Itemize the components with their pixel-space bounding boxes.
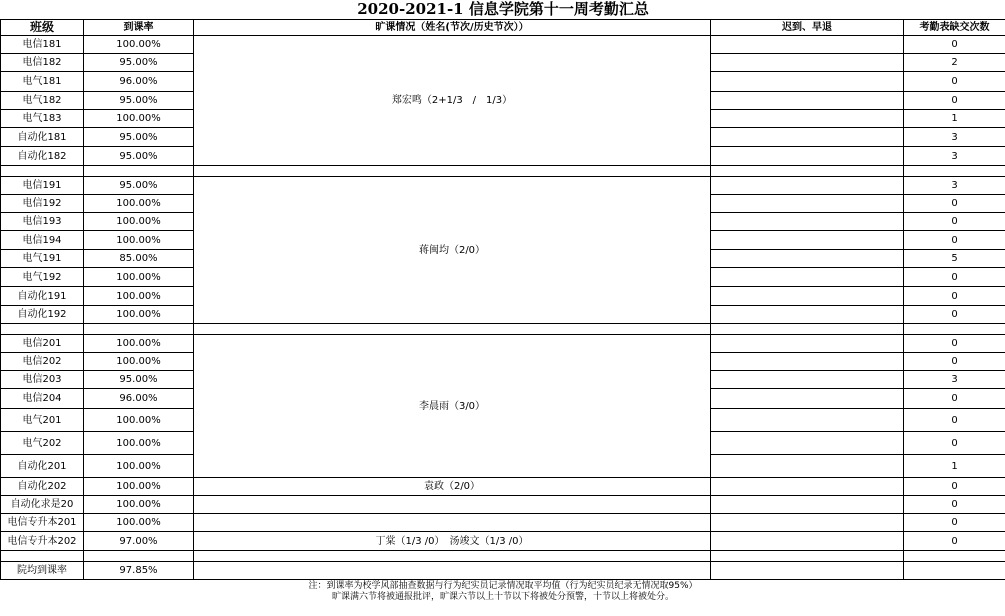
class-cell: 电气201 [1,409,84,432]
class-cell: 电信202 [1,353,84,371]
table-row [1,335,1005,353]
notes-row [1,580,1005,605]
absence-cell [194,514,711,532]
empty-cell [194,551,711,562]
rate-cell: 95.00% [84,54,194,72]
rate-cell: 95.00% [84,177,194,195]
empty-cell [84,166,194,177]
spacer-row [1,166,1005,177]
class-cell: 自动化201 [1,455,84,478]
class-cell: 电信181 [1,36,84,54]
late-cell [711,36,904,54]
count-cell: 3 [904,371,1005,389]
late-cell [711,478,904,496]
count-cell: 0 [904,306,1005,324]
notes-cell [1,580,1005,605]
count-cell: 0 [904,287,1005,306]
empty-cell [904,324,1005,335]
count-cell: 2 [904,54,1005,72]
count-cell: 3 [904,177,1005,195]
count-cell: 0 [904,496,1005,514]
table-row [1,478,1005,496]
table-row [1,532,1005,551]
absence-cell: 李晨雨（3/0） [194,335,711,478]
late-cell [711,455,904,478]
late-cell [711,389,904,409]
note-line: 注：到课率为校学风部抽查数据与行为纪实员记录情况取平均值（行为纪实员纪录无情况取95%） [308,581,698,591]
empty-cell [711,324,904,335]
class-cell: 电信193 [1,213,84,231]
header-class: 班级 [1,20,84,36]
rate-cell: 100.00% [84,195,194,213]
table-row [1,177,1005,195]
class-cell: 电信182 [1,54,84,72]
empty-cell [711,551,904,562]
rate-cell: 100.00% [84,268,194,287]
rate-cell: 100.00% [84,432,194,455]
rate-cell: 100.00% [84,409,194,432]
rate-cell: 100.00% [84,353,194,371]
class-cell: 电信192 [1,195,84,213]
count-cell: 0 [904,268,1005,287]
class-cell: 自动化191 [1,287,84,306]
class-cell: 自动化181 [1,128,84,147]
rate-cell: 100.00% [84,287,194,306]
late-cell [711,335,904,353]
rate-cell: 100.00% [84,478,194,496]
count-cell: 1 [904,110,1005,128]
late-cell [711,177,904,195]
late-cell [711,54,904,72]
late-cell [711,353,904,371]
rate-cell: 100.00% [84,335,194,353]
rate-cell: 96.00% [84,389,194,409]
count-cell: 0 [904,409,1005,432]
count-cell: 0 [904,213,1005,231]
empty-cell [1,324,84,335]
spacer-row [1,551,1005,562]
class-cell: 自动化192 [1,306,84,324]
absence-cell: 郑宏鸣（2+1/3 / 1/3） [194,36,711,166]
late-cell [711,92,904,110]
rate-cell: 95.00% [84,128,194,147]
class-cell: 电气181 [1,72,84,92]
late-cell [711,306,904,324]
empty-cell [904,166,1005,177]
late-cell [711,371,904,389]
count-cell: 0 [904,532,1005,551]
table-row [1,36,1005,54]
class-cell: 电气191 [1,250,84,268]
class-cell: 电气183 [1,110,84,128]
class-cell: 电信203 [1,371,84,389]
rate-cell: 100.00% [84,231,194,250]
rate-cell: 100.00% [84,110,194,128]
count-cell: 0 [904,92,1005,110]
count-cell: 1 [904,455,1005,478]
late-cell [711,231,904,250]
late-cell [711,72,904,92]
class-cell: 自动化求是20 [1,496,84,514]
count-cell: 0 [904,353,1005,371]
late-cell [711,250,904,268]
late-cell [711,268,904,287]
absence-cell [194,496,711,514]
empty-cell [194,324,711,335]
count-cell: 0 [904,389,1005,409]
rate-cell: 100.00% [84,213,194,231]
empty-cell [194,166,711,177]
empty-cell [194,562,711,580]
absence-cell: 蒋闽均（2/0） [194,177,711,324]
rate-cell: 100.00% [84,455,194,478]
late-cell [711,432,904,455]
count-cell: 0 [904,195,1005,213]
late-cell [711,496,904,514]
empty-cell [711,166,904,177]
table-row [1,514,1005,532]
empty-cell [84,324,194,335]
class-cell: 电信专升本201 [1,514,84,532]
count-cell: 3 [904,128,1005,147]
class-cell: 电气202 [1,432,84,455]
summary-rate: 97.85% [84,562,194,580]
late-cell [711,195,904,213]
late-cell [711,128,904,147]
rate-cell: 100.00% [84,36,194,54]
header-late: 迟到、早退 [711,20,904,36]
rate-cell: 97.00% [84,532,194,551]
note-line: 旷课满六节将被通报批评，旷课六节以上十节以下将被处分预警，十节以上将被处分。 [332,592,675,602]
rate-cell: 100.00% [84,306,194,324]
rate-cell: 95.00% [84,147,194,166]
class-cell: 电信专升本202 [1,532,84,551]
sheet-title: 2020-2021-1 信息学院第十一周考勤汇总 [1,0,1005,20]
empty-cell [1,551,84,562]
header-count: 考勤表缺交次数 [904,20,1005,36]
count-cell: 0 [904,36,1005,54]
late-cell [711,147,904,166]
rate-cell: 100.00% [84,514,194,532]
class-cell: 自动化202 [1,478,84,496]
late-cell [711,409,904,432]
late-cell [711,213,904,231]
late-cell [711,110,904,128]
class-cell: 电信194 [1,231,84,250]
summary-row [1,562,1005,580]
rate-cell: 85.00% [84,250,194,268]
absence-cell: 丁棠（1/3 /0） 汤竣文（1/3 /0） [194,532,711,551]
class-cell: 电信204 [1,389,84,409]
count-cell: 5 [904,250,1005,268]
header-rate: 到课率 [84,20,194,36]
class-cell: 电气182 [1,92,84,110]
count-cell: 0 [904,335,1005,353]
count-cell: 0 [904,72,1005,92]
count-cell: 0 [904,231,1005,250]
rate-cell: 95.00% [84,92,194,110]
summary-label: 院均到课率 [1,562,84,580]
empty-cell [84,551,194,562]
class-cell: 电气192 [1,268,84,287]
class-cell: 电信201 [1,335,84,353]
empty-cell [904,551,1005,562]
absence-cell: 袁政（2/0） [194,478,711,496]
late-cell [711,514,904,532]
class-cell: 电信191 [1,177,84,195]
rate-cell: 100.00% [84,496,194,514]
count-cell: 0 [904,478,1005,496]
empty-cell [904,562,1005,580]
empty-cell [1,166,84,177]
late-cell [711,532,904,551]
count-cell: 3 [904,147,1005,166]
header-absence: 旷课情况（姓名(节次/历史节次）） [194,20,711,36]
count-cell: 0 [904,514,1005,532]
table-row [1,496,1005,514]
spacer-row [1,324,1005,335]
empty-cell [711,562,904,580]
late-cell [711,287,904,306]
rate-cell: 95.00% [84,371,194,389]
class-cell: 自动化182 [1,147,84,166]
count-cell: 0 [904,432,1005,455]
rate-cell: 96.00% [84,72,194,92]
